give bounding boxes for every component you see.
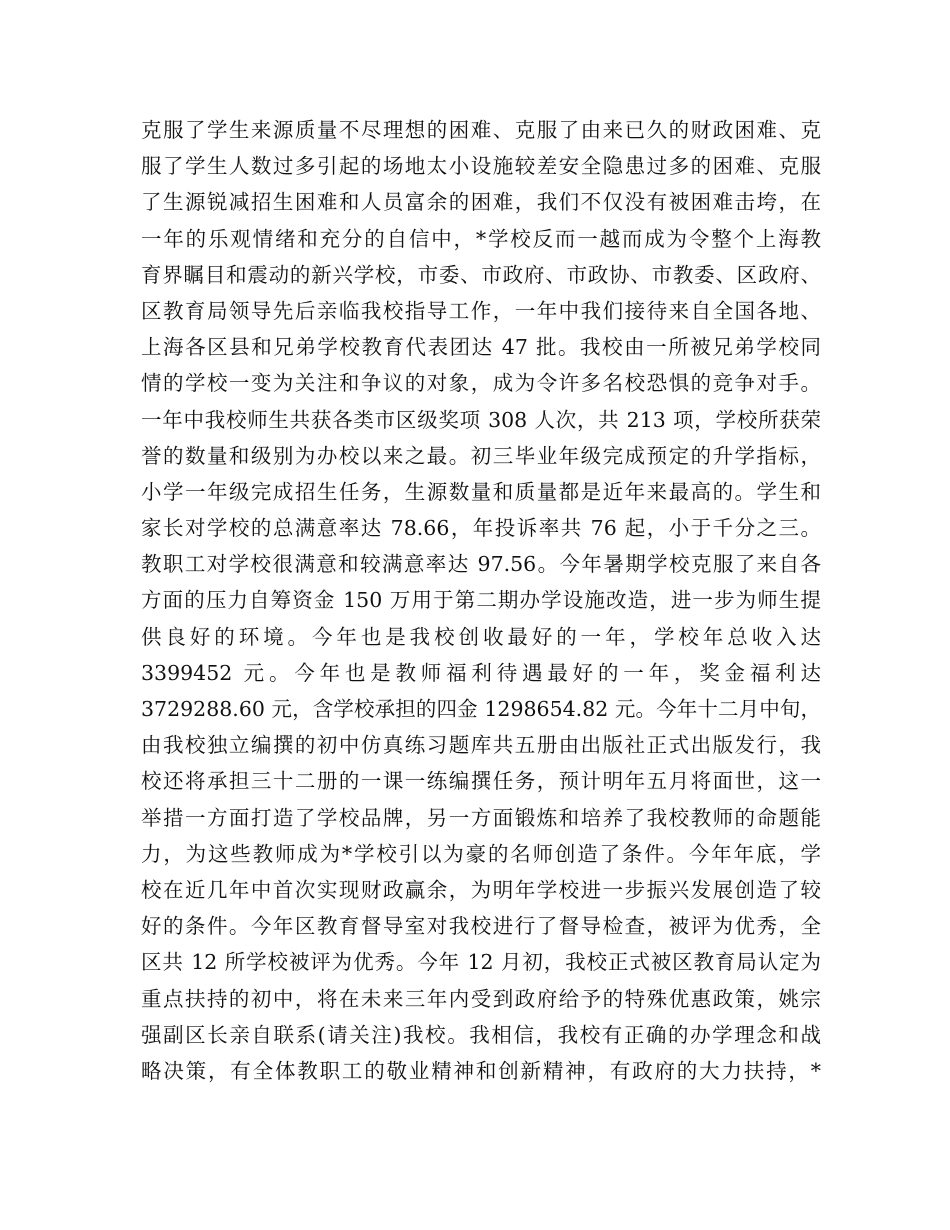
text-line: 重点扶持的初中，将在未来三年内受到政府给予的特殊优惠政策，姚宗	[141, 986, 821, 1011]
text-line: 3399452 元。今年也是教师福利待遇最好的一年，奖金福利达	[141, 660, 821, 685]
text-line: 育界瞩目和震动的新兴学校，市委、市政府、市政协、市教委、区政府、	[141, 262, 821, 287]
text-line: 教职工对学校很满意和较满意率达 97.56。今年暑期学校克服了来自各	[141, 552, 821, 577]
text-line: 校在近几年中首次实现财政赢余，为明年学校进一步振兴发展创造了较	[141, 877, 821, 902]
text-line: 克服了学生来源质量不尽理想的困难、克服了由来已久的财政困难、克	[141, 118, 821, 142]
text-line: 一年的乐观情绪和充分的自信中，*学校反而一越而成为令整个上海教	[141, 226, 821, 251]
text-line: 举措一方面打造了学校品牌，另一方面锻炼和培养了我校教师的命题能	[141, 805, 821, 830]
text-line: 强副区长亲自联系(请关注)我校。我相信，我校有正确的办学理念和战	[141, 1022, 821, 1047]
text-line: 区教育局领导先后亲临我校指导工作，一年中我们接待来自全国各地、	[141, 298, 821, 323]
text-line: 方面的压力自筹资金 150 万用于第二期办学设施改造，进一步为师生提	[141, 588, 821, 613]
text-line: 力，为这些教师成为*学校引以为豪的名师创造了条件。今年年底，学	[141, 841, 821, 866]
text-line: 3729288.60 元，含学校承担的四金 1298654.82 元。今年十二月中旬，	[141, 697, 821, 721]
text-line: 服了学生人数过多引起的场地太小设施较差安全隐患过多的困难、克服	[141, 154, 821, 179]
text-line: 情的学校一变为关注和争议的对象，成为令许多名校恐惧的竞争对手。	[141, 371, 821, 396]
text-line: 一年中我校师生共获各类市区级奖项 308 人次，共 213 项，学校所获荣	[141, 407, 821, 432]
text-line: 誉的数量和级别为办校以来之最。初三毕业年级完成预定的升学指标，	[141, 443, 821, 468]
text-line: 略决策，有全体教职工的敬业精神和创新精神，有政府的大力扶持，*	[141, 1058, 821, 1083]
text-line: 供良好的环境。今年也是我校创收最好的一年，学校年总收入达	[141, 624, 821, 649]
text-line: 家长对学校的总满意率达 78.66，年投诉率共 76 起，小于千分之三。	[141, 516, 821, 541]
text-line: 校还将承担三十二册的一课一练编撰任务，预计明年五月将面世，这一	[141, 769, 821, 794]
text-line: 小学一年级完成招生任务，生源数量和质量都是近年来最高的。学生和	[141, 479, 821, 504]
text-line: 区共 12 所学校被评为优秀。今年 12 月初，我校正式被区教育局认定为	[141, 950, 821, 975]
text-line: 上海各区县和兄弟学校教育代表团达 47 批。我校由一所被兄弟学校同	[141, 335, 821, 360]
body-text	[141, 112, 821, 1089]
text-line: 由我校独立编撰的初中仿真练习题库共五册由出版社正式出版发行，我	[141, 733, 821, 758]
text-line: 好的条件。今年区教育督导室对我校进行了督导检查，被评为优秀，全	[141, 914, 821, 939]
text-line: 了生源锐减招生困难和人员富余的困难，我们不仅没有被困难击垮，在	[141, 190, 821, 215]
